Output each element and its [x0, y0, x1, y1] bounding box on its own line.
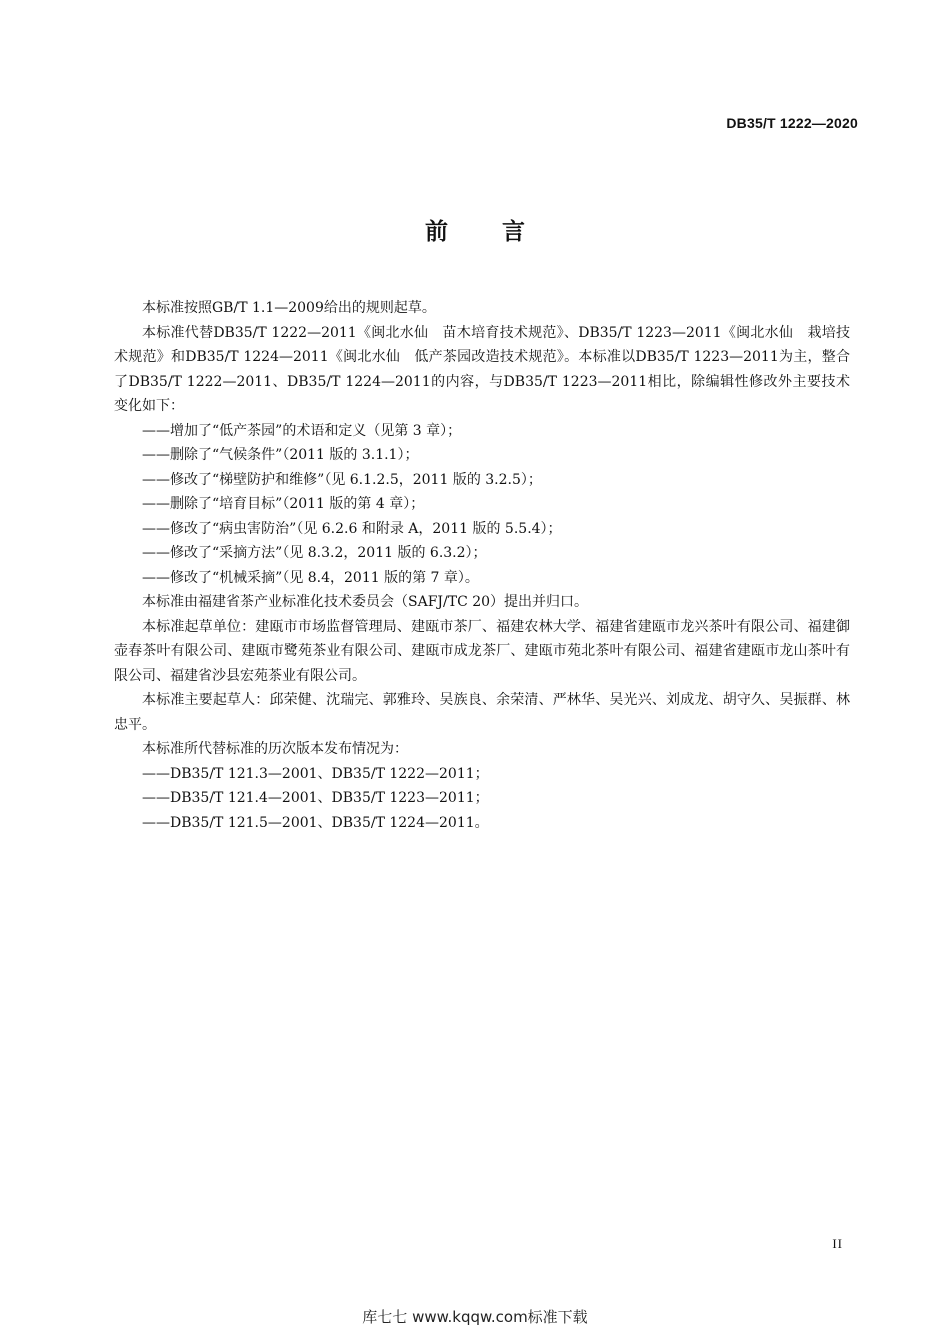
- change-item: ——修改了“病虫害防治”（见 6.2.6 和附录 A，2011 版的 5.5.4）；: [142, 520, 562, 537]
- history-item: ——DB35/T 121.4—2001、DB35/T 1223—2011；: [142, 790, 489, 806]
- paragraph-drafting-rules: 本标准按照GB/T 1.1—2009给出的规则起草。: [142, 300, 436, 316]
- change-item: ——删除了“气候条件”（2011 版的 3.1.1）；: [142, 447, 419, 463]
- change-item: ——删除了“培育目标”（2011 版的第 4 章）；: [142, 496, 425, 512]
- change-item: ——修改了“梯壁防护和维修”（见 6.1.2.5，2011 版的 3.2.5）；: [142, 471, 542, 488]
- foreword-body: [114, 296, 850, 835]
- document-code: DB35/T 1222—2020: [726, 115, 858, 131]
- history-item: ——DB35/T 121.5—2001、DB35/T 1224—2011。: [142, 814, 489, 831]
- paragraph-history-intro: 本标准所代替标准的历次版本发布情况为：: [142, 741, 408, 757]
- watermark-footer: 库七七 www.kqqw.com标准下载: [362, 1308, 588, 1326]
- change-item: ——增加了“低产茶园”的术语和定义（见第 3 章）；: [142, 422, 462, 439]
- paragraph-proposer: 本标准由福建省茶产业标准化技术委员会（SAFJ/TC 20）提出并归口。: [142, 594, 589, 610]
- change-item: ——修改了“采摘方法”（见 8.3.2，2011 版的 6.3.2）；: [142, 545, 487, 561]
- paragraph-drafting-units: 本标准起草单位：建瓯市市场监督管理局、建瓯市茶厂、福建农林大学、福建省建瓯市龙兴茶叶有限公司、福建御壶春茶叶有限公司、建瓯市鹭苑茶业有限公司、建瓯市成龙茶厂、建瓯市苑北茶叶有限公司、福建省建瓯市龙山茶叶有限公司、福建省沙县宏苑茶业有限公司。: [114, 618, 850, 684]
- paragraph-replacement: 本标准代替DB35/T 1222—2011《闽北水仙 苗木培育技术规范》、DB35/T 1223—2011《闽北水仙 栽培技术规范》和DB35/T 1224—2011《闽北水仙 低产茶园改造技术规范》。本标准以DB35/T 1223—2011为主，整合了DB35/T 1222—2011、DB35/T 1224—2011的内容，与DB35/T 1223—2011相比，除编辑性修改外主要技术变化如下：: [114, 324, 850, 414]
- change-item: ——修改了“机械采摘”（见 8.4，2011 版的第 7 章）。: [142, 569, 479, 586]
- page-title: 前言: [425, 219, 579, 245]
- page-number: II: [832, 1236, 843, 1251]
- paragraph-drafters: 本标准主要起草人：邱荣健、沈瑞完、郭雅玲、吴族良、余荣清、严林华、吴光兴、刘成龙、胡守久、吴振群、林忠平。: [114, 692, 850, 733]
- history-item: ——DB35/T 121.3—2001、DB35/T 1222—2011；: [142, 765, 489, 782]
